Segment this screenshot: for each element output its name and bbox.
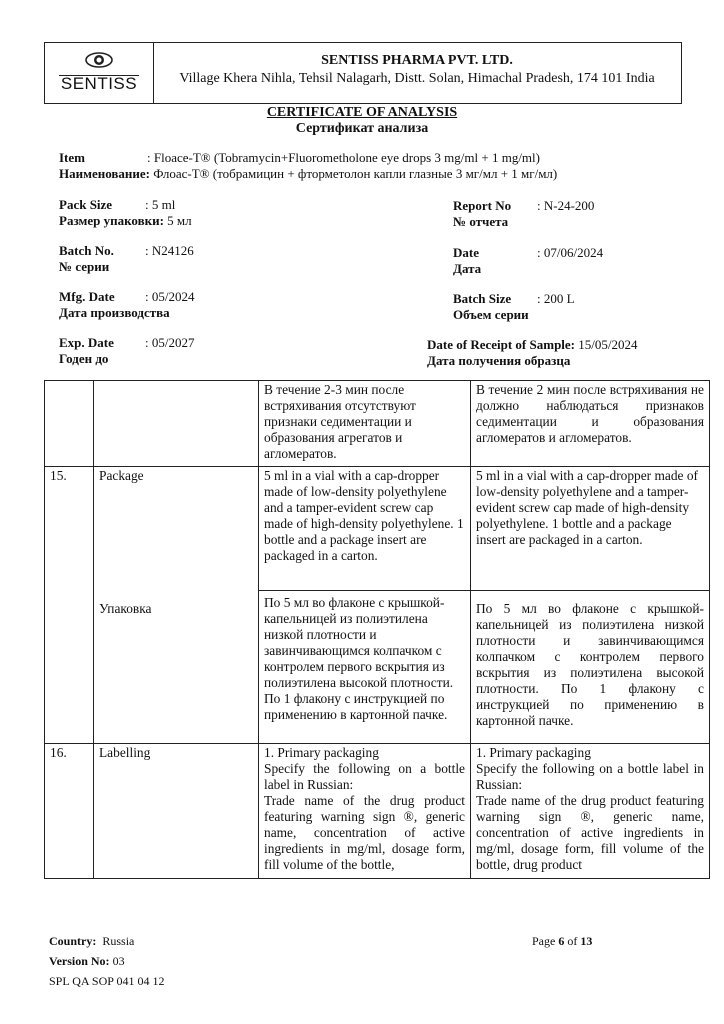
parameter-cell: Labelling	[94, 744, 259, 879]
report-no-label: Report No	[453, 198, 512, 213]
pack-size-label: Pack Size	[59, 197, 113, 212]
version-label: Version No:	[49, 954, 110, 968]
table-row	[45, 467, 710, 591]
receipt-date-label: Date of Receipt of Sample:	[427, 337, 576, 352]
report-no-label-ru: № отчета	[453, 214, 509, 229]
result-cell: В течение 2 мин после встряхивания не должно наблюдаться признаков седиментации и образования агломератов и агломератов.	[471, 381, 710, 467]
mfg-date-label-ru: Дата производства	[59, 305, 170, 320]
table-row	[45, 744, 710, 879]
date-value: : 07/06/2024	[537, 245, 604, 260]
mfg-date-value: : 05/2024	[145, 289, 195, 304]
pack-size-field	[59, 197, 192, 229]
receipt-date-value: 15/05/2024	[578, 337, 638, 352]
company-address: Village Khera Nihla, Tehsil Nalagarh, Distt. Solan, Himachal Pradesh, 174 101 India	[179, 71, 655, 86]
document-footer	[49, 931, 164, 991]
batch-no-field	[59, 243, 194, 275]
table-row	[45, 591, 710, 744]
batch-no-label: Batch No.	[59, 243, 114, 258]
title-ru: Сертификат анализа	[295, 121, 429, 136]
batch-size-field	[453, 291, 575, 323]
row-number	[45, 381, 94, 467]
exp-date-field	[59, 335, 194, 367]
parameter-cell: Package	[94, 467, 259, 591]
batch-size-label-ru: Объем серии	[453, 307, 529, 322]
letterhead	[44, 42, 682, 104]
batch-size-value: : 200 L	[537, 291, 575, 306]
pack-size-value-ru: 5 мл	[167, 213, 192, 228]
parameter-cell	[94, 381, 259, 467]
batch-size-label: Batch Size	[453, 291, 512, 306]
table-row	[45, 381, 710, 467]
result-cell: 5 ml in a vial with a cap-dropper made of low-density polyethylene and a tamper-evident screw cap made of high-density polyethylene. 1 bottle and a package insert are packaged in a carton.	[471, 467, 710, 591]
title-en: CERTIFICATE OF ANALYSIS	[266, 105, 458, 120]
company-name: SENTISS PHARMA PVT. LTD.	[321, 53, 513, 68]
report-no-field	[453, 198, 594, 230]
item-value: : Floace-T® (Tobramycin+Fluorometholone eye drops 3 mg/ml + 1 mg/ml)	[147, 150, 540, 165]
page-current: 6	[558, 934, 565, 948]
date-label: Date	[453, 245, 479, 260]
exp-date-label: Exp. Date	[59, 335, 114, 350]
country-label: Country:	[49, 934, 97, 948]
country-value: Russia	[102, 934, 135, 948]
specification-cell: 1. Primary packaging Specify the following on a bottle label in Russian: Trade name of the drug product featuring warning sign ®, generic name, concentration of active ingredients in mg/ml, dosage form, fill volume of the bottle,	[259, 744, 471, 879]
pack-size-label-ru: Размер упаковки:	[59, 213, 164, 228]
logo-text: SENTISS	[60, 74, 138, 93]
specification-table	[44, 380, 710, 879]
result-cell: 1. Primary packaging Specify the following on a bottle label in Russian: Trade name of the drug product featuring warning sign ®, generic name, concentration of active ingredients in mg/ml, dosage form, fill volume of the bottle, drug product	[471, 744, 710, 879]
date-label-ru: Дата	[453, 261, 482, 276]
pack-size-value: : 5 ml	[145, 197, 176, 212]
sop-number: SPL QA SOP 041 04 12	[49, 974, 165, 988]
exp-date-value: : 05/2027	[145, 335, 195, 350]
eye-logo-icon	[84, 51, 114, 69]
item-label-ru: Наименование:	[59, 166, 150, 181]
page-prefix: Page	[532, 934, 556, 948]
date-field	[453, 245, 603, 277]
batch-no-label-ru: № серии	[59, 259, 110, 274]
exp-date-label-ru: Годен до	[59, 351, 109, 366]
parameter-cell: Упаковка	[94, 591, 259, 744]
row-number: 16.	[45, 744, 94, 879]
specification-cell: В течение 2-3 мин после встряхивания отсутствуют признаки седиментации и образования агрегатов и агломератов.	[259, 381, 471, 467]
mfg-date-label: Mfg. Date	[59, 289, 115, 304]
receipt-date-field	[427, 337, 638, 369]
specification-cell: 5 ml in a vial with a cap-dropper made of low-density polyethylene and a tamper-evident screw cap made of high-density polyethylene. 1 bottle and a package insert are packaged in a carton.	[259, 467, 471, 591]
item-label: Item	[59, 150, 85, 165]
item-value-ru: Флоас-T® (тобрамицин + фторметолон капли глазные 3 мг/мл + 1 мг/мл)	[153, 166, 558, 181]
batch-no-value: : N24126	[145, 243, 194, 258]
version-value: 03	[112, 954, 125, 968]
report-no-value: : N-24-200	[537, 198, 595, 213]
page-total: 13	[580, 934, 593, 948]
mfg-date-field	[59, 289, 194, 321]
specification-cell: По 5 мл во флаконе с крышкой-капельницей из полиэтилена низкой плотности и завинчивающимся колпачком с контролем первого вскрытия из полиэтилена высокой плотности. По 1 флакону с инструкцией по применению в картонной пачке.	[259, 591, 471, 744]
item-field	[59, 150, 557, 182]
row-number: 15.	[45, 467, 94, 744]
receipt-date-label-ru: Дата получения образца	[427, 353, 571, 368]
document-title	[0, 105, 724, 137]
result-cell: По 5 мл во флаконе с крышкой-капельницей из полиэтилена низкой плотности и завинчивающимся колпачком с контролем первого вскрытия из полиэтилена высокой плотности. По 1 флакону с инструкцией по применению в картонной пачке.	[471, 591, 710, 744]
company-logo	[45, 43, 154, 103]
page-number	[532, 934, 592, 949]
page-of: of	[567, 934, 578, 948]
